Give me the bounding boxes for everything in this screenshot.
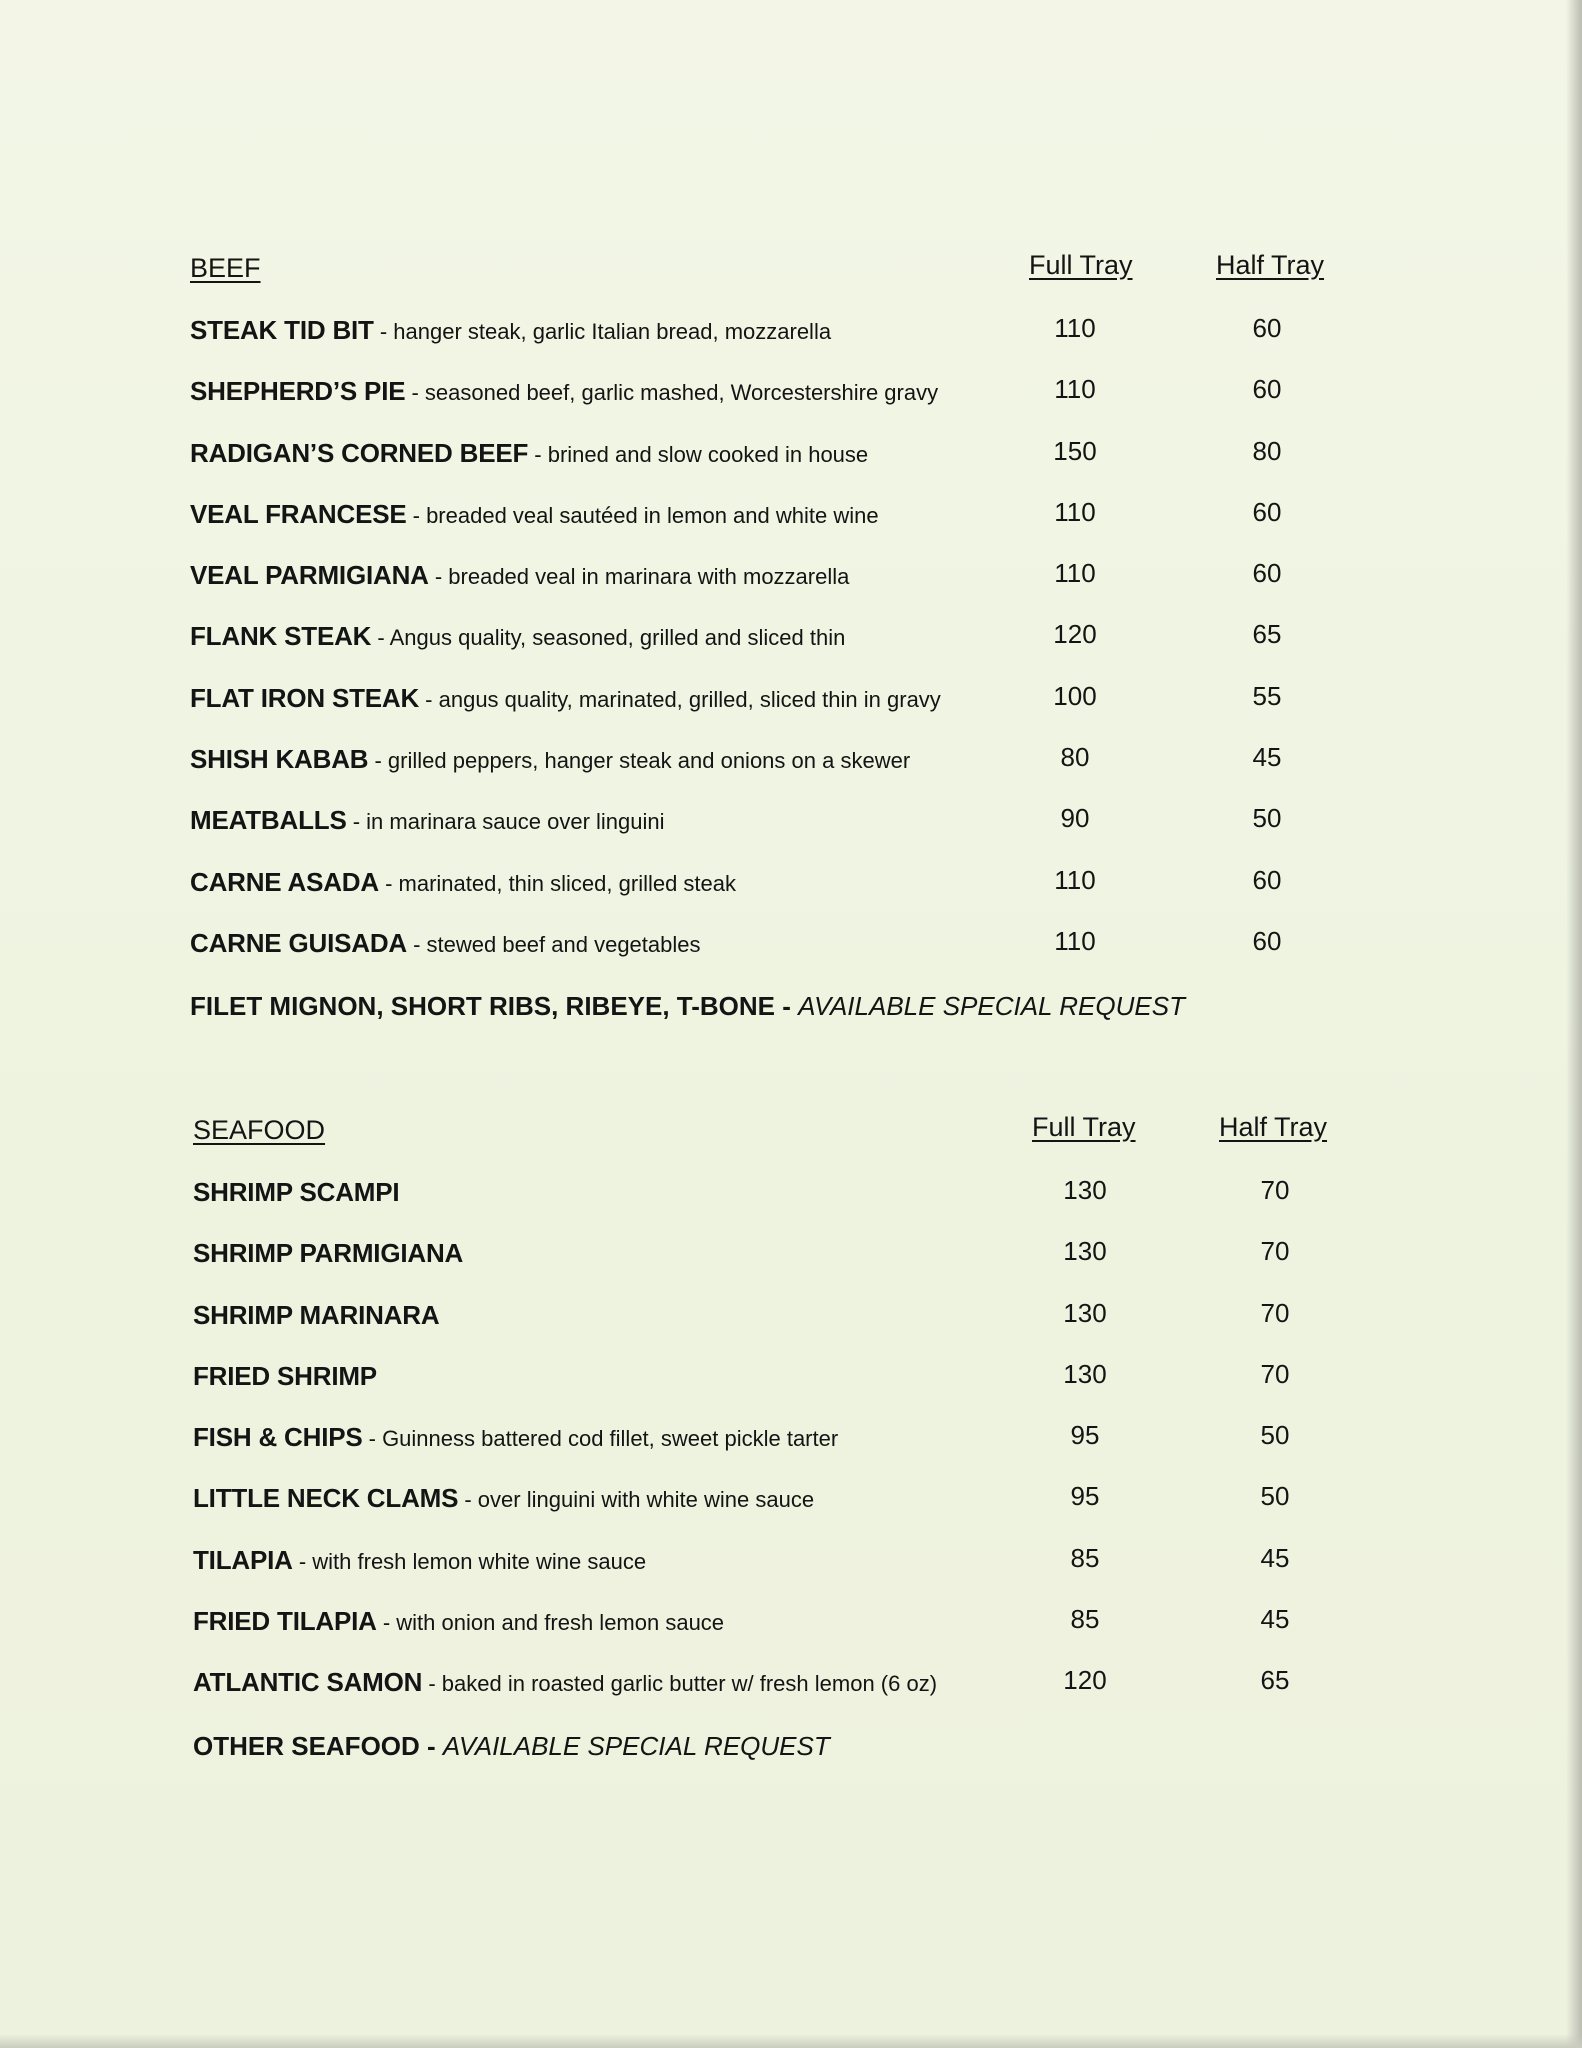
menu-item xyxy=(190,621,845,652)
menu-item-row xyxy=(0,295,1582,356)
menu-item xyxy=(190,560,849,591)
item-name: CARNE GUISADA xyxy=(190,927,407,958)
half-tray-price: 70 xyxy=(1260,1358,1290,1389)
beef-special-request xyxy=(0,969,1582,1022)
half-tray-label: Half Tray xyxy=(1219,1112,1328,1142)
item-name: STEAK TID BIT xyxy=(190,315,374,345)
item-name: FRIED SHRIMP xyxy=(193,1360,377,1391)
half-tray-price: 80 xyxy=(1252,435,1282,466)
full-tray-price: 110 xyxy=(1054,496,1096,527)
half-tray-price: 55 xyxy=(1252,680,1282,711)
menu-item-row xyxy=(0,847,1582,908)
menu-item xyxy=(190,376,938,407)
full-tray-price: 80 xyxy=(1060,742,1090,773)
seafood-special-request xyxy=(0,1709,1582,1759)
half-tray-price: 45 xyxy=(1260,1604,1290,1635)
menu-item xyxy=(190,499,879,530)
full-tray-price: 150 xyxy=(1053,435,1097,466)
menu-item xyxy=(190,683,941,714)
item-description: - in marinara sauce over linguini xyxy=(346,809,665,835)
menu-item xyxy=(193,1177,399,1208)
menu-item xyxy=(193,1606,724,1637)
page-bottom-shadow xyxy=(0,2034,1582,2048)
item-description: - Angus quality, seasoned, grilled and sliced thin xyxy=(371,625,846,651)
half-tray-price: 70 xyxy=(1260,1236,1290,1267)
seafood-header xyxy=(0,1112,1582,1157)
menu-item-row xyxy=(0,601,1582,662)
item-name: LITTLE NECK CLAMS xyxy=(193,1483,459,1514)
item-name: RADIGAN’S CORNED BEEF xyxy=(190,437,529,468)
full-tray-price: 110 xyxy=(1054,558,1096,589)
menu-item xyxy=(190,928,701,959)
full-tray-price: 100 xyxy=(1053,680,1097,711)
item-name: FLANK STEAK xyxy=(190,621,372,652)
menu-item-row xyxy=(0,1218,1582,1279)
menu-item xyxy=(193,1545,646,1576)
half-tray-price: 65 xyxy=(1260,1665,1290,1696)
half-tray-price: 45 xyxy=(1260,1542,1290,1573)
half-tray-price: 45 xyxy=(1252,742,1282,773)
menu-item xyxy=(190,315,831,346)
full-tray-label: Full Tray xyxy=(1032,1112,1136,1142)
item-name: SHISH KABAB xyxy=(190,744,369,775)
menu-item-row xyxy=(0,1586,1582,1647)
item-name: SHRIMP SCAMPI xyxy=(193,1177,400,1207)
menu-item xyxy=(190,744,910,775)
half-tray-price: 60 xyxy=(1252,864,1282,895)
section-title-seafood: SEAFOOD xyxy=(193,1115,326,1145)
beef-items xyxy=(0,295,1582,969)
item-description: - over linguini with white wine sauce xyxy=(458,1487,815,1513)
menu-item-row xyxy=(0,1402,1582,1463)
item-name: SHRIMP PARMIGIANA xyxy=(193,1238,464,1269)
menu-item-row xyxy=(0,1463,1582,1524)
menu-item-row xyxy=(0,663,1582,724)
special-request-items: FILET MIGNON, SHORT RIBS, RIBEYE, T-BONE - xyxy=(190,991,799,1022)
menu-item-row xyxy=(0,1525,1582,1586)
half-tray-price: 50 xyxy=(1260,1481,1290,1512)
item-description: - hanger steak, garlic Italian bread, mozzarella xyxy=(373,319,832,344)
item-description: - with fresh lemon white wine sauce xyxy=(292,1548,647,1574)
menu-item xyxy=(193,1667,937,1698)
menu-item-row xyxy=(0,356,1582,417)
menu-item xyxy=(190,805,665,836)
item-name: VEAL FRANCESE xyxy=(190,498,407,529)
item-name: VEAL PARMIGIANA xyxy=(190,560,429,591)
full-tray-price: 95 xyxy=(1070,1481,1100,1512)
half-tray-price: 60 xyxy=(1252,313,1282,343)
full-tray-price: 120 xyxy=(1063,1665,1107,1696)
section-title-beef: BEEF xyxy=(190,253,261,283)
menu-item-row xyxy=(0,479,1582,540)
half-tray-label: Half Tray xyxy=(1216,250,1325,280)
half-tray-price: 60 xyxy=(1252,374,1282,405)
full-tray-price: 120 xyxy=(1053,619,1097,650)
item-description: - Guinness battered cod fillet, sweet pickle tarter xyxy=(362,1426,839,1452)
menu-item xyxy=(193,1300,439,1331)
item-name: MEATBALLS xyxy=(190,805,347,836)
full-tray-price: 85 xyxy=(1070,1542,1100,1573)
menu-item xyxy=(193,1422,838,1453)
item-description: - with onion and fresh lemon sauce xyxy=(376,1610,725,1636)
menu-item-row xyxy=(0,1280,1582,1341)
item-description: - stewed beef and vegetables xyxy=(406,931,701,957)
special-request-label: AVAILABLE SPECIAL REQUEST xyxy=(798,991,1185,1022)
item-name: TILAPIA xyxy=(193,1544,293,1575)
half-tray-price: 70 xyxy=(1260,1297,1290,1328)
half-tray-price: 50 xyxy=(1252,803,1282,834)
menu-item xyxy=(193,1361,377,1392)
item-name: CARNE ASADA xyxy=(190,866,379,897)
full-tray-label: Full Tray xyxy=(1029,250,1133,280)
full-tray-price: 130 xyxy=(1063,1297,1107,1328)
item-description: - breaded veal sautéed in lemon and white wine xyxy=(406,502,879,528)
beef-header xyxy=(0,250,1582,295)
menu-item-row xyxy=(0,1157,1582,1218)
half-tray-price: 60 xyxy=(1252,496,1282,527)
menu-item-row xyxy=(0,785,1582,846)
item-description: - marinated, thin sliced, grilled steak xyxy=(378,870,737,896)
full-tray-price: 130 xyxy=(1063,1358,1107,1389)
half-tray-price: 50 xyxy=(1260,1420,1290,1451)
full-tray-price: 130 xyxy=(1063,1175,1107,1205)
full-tray-price: 95 xyxy=(1070,1420,1100,1451)
menu-item-row xyxy=(0,1647,1582,1708)
half-tray-price: 60 xyxy=(1252,558,1282,589)
item-description: - baked in roasted garlic butter w/ fresh lemon (6 oz) xyxy=(422,1671,938,1697)
item-name: SHEPHERD’S PIE xyxy=(190,376,406,407)
menu-item xyxy=(193,1238,463,1269)
half-tray-price: 70 xyxy=(1260,1175,1290,1205)
item-description: - breaded veal in marinara with mozzarella xyxy=(428,564,850,590)
special-request-items: OTHER SEAFOOD - xyxy=(193,1730,443,1761)
item-description: - grilled peppers, hanger steak and onions on a skewer xyxy=(368,748,911,774)
menu-item xyxy=(190,438,868,469)
menu-item xyxy=(190,867,736,898)
item-description: - seasoned beef, garlic mashed, Worcestershire gravy xyxy=(405,380,939,406)
full-tray-price: 110 xyxy=(1054,925,1096,956)
full-tray-price: 110 xyxy=(1054,374,1096,405)
full-tray-price: 110 xyxy=(1054,313,1096,343)
seafood-section xyxy=(0,1112,1582,1761)
menu-item-row xyxy=(0,540,1582,601)
menu-item xyxy=(193,1483,814,1514)
full-tray-price: 90 xyxy=(1060,803,1090,834)
half-tray-price: 65 xyxy=(1252,619,1282,650)
item-name: FLAT IRON STEAK xyxy=(190,682,420,713)
menu-item-row xyxy=(0,418,1582,479)
full-tray-price: 130 xyxy=(1063,1236,1107,1267)
item-name: SHRIMP MARINARA xyxy=(193,1299,440,1330)
beef-section xyxy=(0,250,1582,1022)
menu-item-row xyxy=(0,1341,1582,1402)
item-description: - brined and slow cooked in house xyxy=(528,441,869,467)
half-tray-price: 60 xyxy=(1252,925,1282,956)
full-tray-price: 110 xyxy=(1054,864,1096,895)
menu-item-row xyxy=(0,908,1582,969)
item-description: - angus quality, marinated, grilled, sliced thin in gravy xyxy=(419,686,941,712)
full-tray-price: 85 xyxy=(1070,1604,1100,1635)
seafood-items xyxy=(0,1157,1582,1709)
item-name: FISH & CHIPS xyxy=(193,1422,363,1453)
special-request-label: AVAILABLE SPECIAL REQUEST xyxy=(442,1730,830,1761)
item-name: FRIED TILAPIA xyxy=(193,1606,377,1637)
item-name: ATLANTIC SAMON xyxy=(193,1667,423,1698)
menu-item-row xyxy=(0,724,1582,785)
